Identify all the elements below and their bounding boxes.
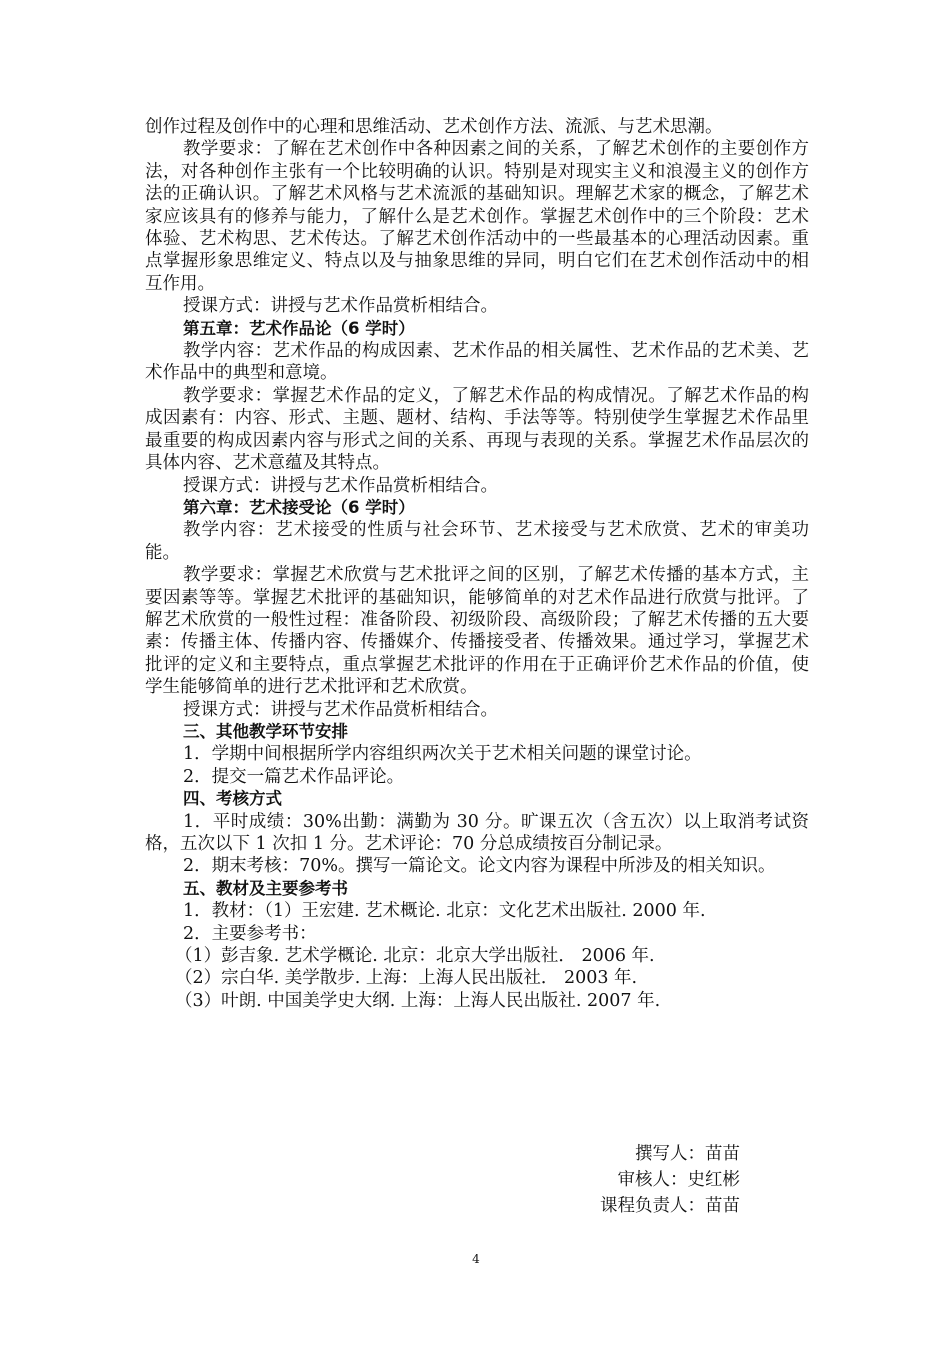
writer-line: 撰写人：苗苗 xyxy=(635,1144,740,1164)
paragraph: 创作过程及创作中的心理和思维活动、艺术创作方法、流派、与艺术思潮。 xyxy=(145,117,723,137)
list-item: 1．平时成绩：30%出勤：满勤为 30 分。旷课五次（含五次）以上取消考试资格，五次以下 1 次扣 1 分。艺术评论：70 分总成绩按百分制记录。 xyxy=(145,811,809,854)
list-item: 1．学期中间根据所学内容组织两次关于艺术相关问题的课堂讨论。 xyxy=(183,744,702,765)
reference-item: （1）彭吉象. 艺术学概论. 北京：北京大学出版社． 2006 年. xyxy=(175,946,655,967)
paragraph: 教学要求：掌握艺术作品的定义，了解艺术作品的构成情况。了解艺术作品的构成因素有：内容、形式、主题、题材、结构、手法等等。特别使学生掌握艺术作品里最重要的构成因素内容与形式之间的关系、再现与表现的关系。掌握艺术作品层次的具体内容、艺术意蕴及其特点。 xyxy=(145,385,809,474)
section-heading: 五、教材及主要参考书 xyxy=(183,878,348,898)
list-item: 2．提交一篇艺术作品评论。 xyxy=(183,766,405,787)
chapter-heading: 第五章：艺术作品论（6 学时） xyxy=(183,318,415,338)
paragraph: 教学内容：艺术作品的构成因素、艺术作品的相关属性、艺术作品的艺术美、艺术作品中的典型和意境。 xyxy=(145,341,809,384)
paragraph: 授课方式：讲授与艺术作品赏析相结合。 xyxy=(183,699,498,720)
list-item: 1．教材：（1）王宏建. 艺术概论. 北京：文化艺术出版社. 2000 年. xyxy=(183,901,706,922)
reference-item: （3）叶朗. 中国美学史大纲. 上海：上海人民出版社. 2007 年. xyxy=(175,990,661,1011)
paragraph: 授课方式：讲授与艺术作品赏析相结合。 xyxy=(183,475,498,496)
list-item: 2．主要参考书： xyxy=(183,923,317,944)
page-number: 4 xyxy=(472,1252,480,1266)
chapter-heading: 第六章：艺术接受论（6 学时） xyxy=(183,497,415,517)
signature-block xyxy=(600,1141,740,1219)
section-heading: 四、考核方式 xyxy=(183,789,282,809)
section-heading: 三、其他教学环节安排 xyxy=(183,721,348,741)
document-body xyxy=(145,116,809,1012)
paragraph: 教学要求：掌握艺术欣赏与艺术批评之间的区别，了解艺术传播的基本方式，主要因素等等。掌握艺术批评的基础知识，能够简单的对艺术作品进行欣赏与批评。了解艺术欣赏的一般性过程：准备阶段、初级阶段、高级阶段；了解艺术传播的五大要素：传播主体、传播内容、传播媒介、传播接受者、传播效果。通过学习，掌握艺术批评的定义和主要特点，重点掌握艺术批评的作用在于正确评价艺术作品的价值，使学生能够简单的进行艺术批评和艺术欣赏。 xyxy=(145,565,809,698)
paragraph: 授课方式：讲授与艺术作品赏析相结合。 xyxy=(183,296,498,317)
paragraph: 教学内容：艺术接受的性质与社会环节、艺术接受与艺术欣赏、艺术的审美功能。 xyxy=(145,520,809,563)
reference-item: （2）宗白华. 美学散步. 上海：上海人民出版社． 2003 年. xyxy=(175,968,638,989)
owner-line: 课程负责人：苗苗 xyxy=(600,1196,740,1216)
paragraph: 教学要求：了解在艺术创作中各种因素之间的关系，了解艺术创作的主要创作方法，对各种创作主张有一个比较明确的认识。特别是对现实主义和浪漫主义的创作方法的正确认识。了解艺术风格与艺术流派的基础知识。理解艺术家的概念，了解艺术家应该具有的修养与能力，了解什么是艺术创作。掌握艺术创作中的三个阶段：艺术体验、艺术构思、艺术传达。了解艺术创作活动中的一些最基本的心理活动因素。重点掌握形象思维定义、特点以及与抽象思维的异同，明白它们在艺术创作活动中的相互作用。 xyxy=(145,139,809,294)
reviewer-line: 审核人：史红彬 xyxy=(617,1170,740,1190)
list-item: 2．期末考核：70%。撰写一篇论文。论文内容为课程中所涉及的相关知识。 xyxy=(183,856,776,877)
